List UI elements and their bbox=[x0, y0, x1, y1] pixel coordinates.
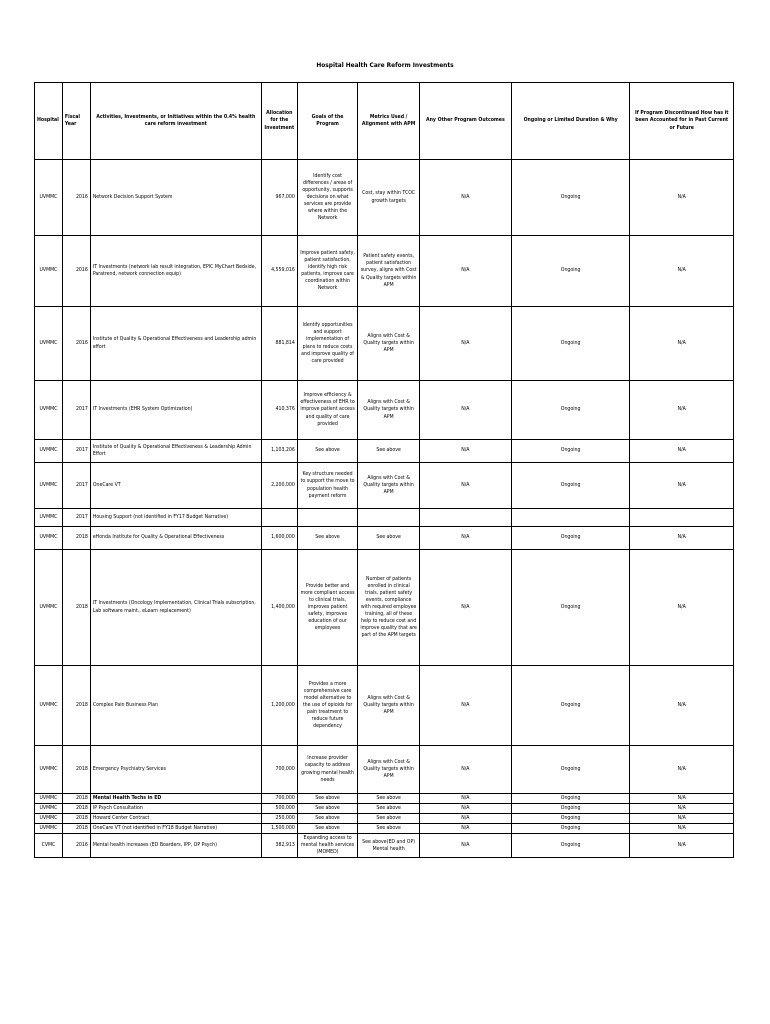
cell-discontinued: N/A bbox=[630, 307, 734, 381]
cell-goals: Identify cost differences / areas of opportunity, supports decisions on what services are provide where within the Network bbox=[297, 160, 357, 236]
table-row bbox=[35, 381, 734, 440]
cell-goals: See above bbox=[297, 814, 357, 824]
header-duration: Ongoing or Limited Duration & Why bbox=[511, 83, 630, 160]
cell-metrics: Cost, stay within TCOC growth targets bbox=[358, 160, 420, 236]
cell-discontinued: N/A bbox=[630, 824, 734, 834]
cell-fiscal-year: 2017 bbox=[62, 440, 90, 463]
cell-hospital: UVMMC bbox=[35, 794, 63, 804]
cell-duration: Ongoing bbox=[511, 834, 630, 858]
page-title: Hospital Health Care Reform Investments bbox=[316, 61, 454, 69]
cell-activity: Mental health increases (ED Boarders, IPP, OP Psych) bbox=[90, 834, 261, 858]
cell-hospital: UVMMC bbox=[35, 527, 63, 550]
cell-outcomes: N/A bbox=[419, 236, 511, 307]
cell-goals: Provides a more comprehensive care model alternative to the use of opioids for pain treatment to reduce future dependency bbox=[297, 666, 357, 746]
cell-fiscal-year: 2018 bbox=[62, 794, 90, 804]
cell-outcomes: N/A bbox=[419, 814, 511, 824]
cell-goals: See above bbox=[297, 794, 357, 804]
cell-goals: Improve efficiency & effectiveness of EHR to improve patient access and quality of care provided bbox=[297, 381, 357, 440]
cell-outcomes: N/A bbox=[419, 440, 511, 463]
cell-allocation: 1,103,206 bbox=[261, 440, 297, 463]
cell-fiscal-year: 2016 bbox=[62, 160, 90, 236]
table-body bbox=[35, 160, 734, 858]
cell-duration bbox=[511, 509, 630, 527]
cell-activity: Housing Support (not identified in FY17 Budget Narrative) bbox=[90, 509, 261, 527]
cell-hospital: UVMMC bbox=[35, 804, 63, 814]
cell-activity: Network Decision Support System bbox=[90, 160, 261, 236]
cell-hospital: UVMMC bbox=[35, 814, 63, 824]
cell-fiscal-year: 2016 bbox=[62, 307, 90, 381]
cell-goals bbox=[297, 509, 357, 527]
cell-hospital: UVMMC bbox=[35, 440, 63, 463]
cell-goals: See above bbox=[297, 527, 357, 550]
cell-hospital: UVMMC bbox=[35, 509, 63, 527]
cell-goals: Improve patient safety, patient satisfaction, identify high risk patients, improve care coordination within Network bbox=[297, 236, 357, 307]
cell-metrics: Aligns with Cost & Quality targets within APM bbox=[358, 746, 420, 794]
table-row bbox=[35, 160, 734, 236]
cell-outcomes bbox=[419, 509, 511, 527]
cell-goals: Increase provider capacity to address growing mental health needs bbox=[297, 746, 357, 794]
cell-duration: Ongoing bbox=[511, 463, 630, 509]
cell-fiscal-year: 2016 bbox=[62, 834, 90, 858]
cell-hospital: UVMMC bbox=[35, 160, 63, 236]
cell-hospital: UVMMC bbox=[35, 666, 63, 746]
cell-allocation: 410,376 bbox=[261, 381, 297, 440]
table-row bbox=[35, 746, 734, 794]
cell-outcomes: N/A bbox=[419, 307, 511, 381]
cell-outcomes: N/A bbox=[419, 794, 511, 804]
table-row bbox=[35, 509, 734, 527]
cell-duration: Ongoing bbox=[511, 236, 630, 307]
cell-goals: Key structure needed to support the move to population health payment reform bbox=[297, 463, 357, 509]
table-row bbox=[35, 463, 734, 509]
cell-outcomes: N/A bbox=[419, 824, 511, 834]
cell-allocation: 700,000 bbox=[261, 746, 297, 794]
cell-hospital: UVMMC bbox=[35, 307, 63, 381]
cell-allocation: 1,500,000 bbox=[261, 824, 297, 834]
cell-allocation: 500,000 bbox=[261, 804, 297, 814]
header-fiscal-year: Fiscal Year bbox=[62, 83, 90, 160]
cell-fiscal-year: 2018 bbox=[62, 804, 90, 814]
cell-fiscal-year: 2017 bbox=[62, 509, 90, 527]
cell-outcomes: N/A bbox=[419, 160, 511, 236]
cell-duration: Ongoing bbox=[511, 307, 630, 381]
cell-allocation: 700,000 bbox=[261, 794, 297, 804]
cell-goals: Identify opportunities and support implementation of plans to reduce costs and improve quality of care provided bbox=[297, 307, 357, 381]
cell-goals: See above bbox=[297, 440, 357, 463]
cell-allocation: 1,600,000 bbox=[261, 527, 297, 550]
header-outcomes: Any Other Program Outcomes bbox=[419, 83, 511, 160]
table-row bbox=[35, 794, 734, 804]
cell-hospital: UVMMC bbox=[35, 824, 63, 834]
cell-activity: Emergency Psychiatry Services bbox=[90, 746, 261, 794]
cell-fiscal-year: 2017 bbox=[62, 463, 90, 509]
cell-fiscal-year: 2017 bbox=[62, 381, 90, 440]
cell-activity: Institute of Quality & Operational Effectiveness and Leadership admin effort bbox=[90, 307, 261, 381]
cell-discontinued bbox=[630, 509, 734, 527]
table-row bbox=[35, 666, 734, 746]
cell-metrics: See above bbox=[358, 527, 420, 550]
cell-outcomes: N/A bbox=[419, 550, 511, 666]
cell-allocation: 2,200,000 bbox=[261, 463, 297, 509]
header-discontinued: If Program Discontinued How has it been Accounted for in Past Current or Future bbox=[630, 83, 734, 160]
cell-duration: Ongoing bbox=[511, 804, 630, 814]
table-row bbox=[35, 440, 734, 463]
cell-goals: See above bbox=[297, 804, 357, 814]
cell-metrics: Aligns with Cost & Quality targets within APM bbox=[358, 381, 420, 440]
header-row bbox=[35, 83, 734, 160]
cell-goals: Expanding access to mental health services (MOMED) bbox=[297, 834, 357, 858]
cell-duration: Ongoing bbox=[511, 794, 630, 804]
cell-metrics: See above(ED and OP) Mental health bbox=[358, 834, 420, 858]
cell-duration: Ongoing bbox=[511, 814, 630, 824]
cell-fiscal-year: 2018 bbox=[62, 814, 90, 824]
cell-hospital: UVMMC bbox=[35, 463, 63, 509]
cell-metrics: Aligns with Cost & Quality targets within APM bbox=[358, 307, 420, 381]
cell-activity: Institute of Quality & Operational Effectiveness & Leadership Admin Effort bbox=[90, 440, 261, 463]
header-hospital: Hospital bbox=[35, 83, 63, 160]
cell-hospital: UVMMC bbox=[35, 550, 63, 666]
cell-outcomes: N/A bbox=[419, 804, 511, 814]
header-activities: Activities, Investments, or Initiatives within the 0.4% health care reform investment bbox=[90, 83, 261, 160]
cell-duration: Ongoing bbox=[511, 550, 630, 666]
cell-discontinued: N/A bbox=[630, 440, 734, 463]
cell-duration: Ongoing bbox=[511, 666, 630, 746]
cell-outcomes: N/A bbox=[419, 666, 511, 746]
investments-table bbox=[34, 82, 734, 858]
cell-hospital: CVMC bbox=[35, 834, 63, 858]
cell-discontinued: N/A bbox=[630, 814, 734, 824]
cell-metrics bbox=[358, 509, 420, 527]
cell-discontinued: N/A bbox=[630, 381, 734, 440]
cell-goals: See above bbox=[297, 824, 357, 834]
cell-allocation: 1,400,000 bbox=[261, 550, 297, 666]
cell-activity: IT Investments (network lab result integration, EPIC MyChart Bedside, Paratrend, network connection equip) bbox=[90, 236, 261, 307]
cell-activity: Complex Pain Business Plan bbox=[90, 666, 261, 746]
cell-duration: Ongoing bbox=[511, 746, 630, 794]
cell-fiscal-year: 2018 bbox=[62, 666, 90, 746]
table-row bbox=[35, 804, 734, 814]
cell-duration: Ongoing bbox=[511, 824, 630, 834]
cell-discontinued: N/A bbox=[630, 746, 734, 794]
cell-discontinued: N/A bbox=[630, 666, 734, 746]
cell-activity: IT Investments (EHR System Optimization) bbox=[90, 381, 261, 440]
cell-hospital: UVMMC bbox=[35, 746, 63, 794]
header-goals: Goals of the Program bbox=[297, 83, 357, 160]
cell-activity: Howard Center Contract bbox=[90, 814, 261, 824]
cell-discontinued: N/A bbox=[630, 236, 734, 307]
cell-activity: OneCare VT (not identified in FY18 Budget Narrative) bbox=[90, 824, 261, 834]
cell-allocation: 4,559,016 bbox=[261, 236, 297, 307]
cell-discontinued: N/A bbox=[630, 550, 734, 666]
cell-duration: Ongoing bbox=[511, 160, 630, 236]
cell-fiscal-year: 2018 bbox=[62, 746, 90, 794]
cell-hospital: UVMMC bbox=[35, 236, 63, 307]
cell-metrics: See above bbox=[358, 794, 420, 804]
cell-activity: OneCare VT bbox=[90, 463, 261, 509]
table-row bbox=[35, 550, 734, 666]
cell-fiscal-year: 2018 bbox=[62, 527, 90, 550]
cell-fiscal-year: 2018 bbox=[62, 824, 90, 834]
table-row bbox=[35, 527, 734, 550]
table-row bbox=[35, 307, 734, 381]
cell-metrics: See above bbox=[358, 440, 420, 463]
table-row bbox=[35, 824, 734, 834]
cell-activity: IP Psych Consultation bbox=[90, 804, 261, 814]
header-metrics: Metrics Used / Alignment with APM bbox=[358, 83, 420, 160]
cell-discontinued: N/A bbox=[630, 834, 734, 858]
table-row bbox=[35, 834, 734, 858]
cell-discontinued: N/A bbox=[630, 463, 734, 509]
cell-discontinued: N/A bbox=[630, 794, 734, 804]
table-row bbox=[35, 236, 734, 307]
cell-metrics: Number of patients enrolled in clinical trials, patient safety events, compliance with required employee training, all of these help to reduce cost and improve quality that are part of the APM targets bbox=[358, 550, 420, 666]
cell-activity: eHonda Institute for Quality & Operational Effectiveness bbox=[90, 527, 261, 550]
cell-outcomes: N/A bbox=[419, 834, 511, 858]
cell-allocation: 881,814 bbox=[261, 307, 297, 381]
cell-discontinued: N/A bbox=[630, 160, 734, 236]
cell-activity: IT Investments (Oncology Implementation, Clinical Trials subscription, Lab software maint., eLearn replacement) bbox=[90, 550, 261, 666]
cell-hospital: UVMMC bbox=[35, 381, 63, 440]
cell-metrics: See above bbox=[358, 814, 420, 824]
cell-allocation: 967,000 bbox=[261, 160, 297, 236]
cell-duration: Ongoing bbox=[511, 381, 630, 440]
cell-duration: Ongoing bbox=[511, 440, 630, 463]
cell-allocation: 382,913 bbox=[261, 834, 297, 858]
cell-outcomes: N/A bbox=[419, 527, 511, 550]
cell-allocation: 1,200,000 bbox=[261, 666, 297, 746]
cell-activity: Mental Health Techs in ED bbox=[90, 794, 261, 804]
cell-fiscal-year: 2016 bbox=[62, 236, 90, 307]
cell-metrics: See above bbox=[358, 824, 420, 834]
cell-outcomes: N/A bbox=[419, 463, 511, 509]
cell-metrics: Aligns with Cost & Quality targets within APM bbox=[358, 666, 420, 746]
cell-allocation bbox=[261, 509, 297, 527]
header-allocation: Allocation for the Investment bbox=[261, 83, 297, 160]
cell-metrics: Patient safety events, patient satisfaction survey, aligns with Cost & Quality targets within APM bbox=[358, 236, 420, 307]
cell-outcomes: N/A bbox=[419, 381, 511, 440]
cell-metrics: Aligns with Cost & Quality targets within APM bbox=[358, 463, 420, 509]
cell-metrics: See above bbox=[358, 804, 420, 814]
cell-allocation: 250,000 bbox=[261, 814, 297, 824]
cell-fiscal-year: 2018 bbox=[62, 550, 90, 666]
cell-duration: Ongoing bbox=[511, 527, 630, 550]
table-row bbox=[35, 814, 734, 824]
cell-discontinued: N/A bbox=[630, 527, 734, 550]
cell-goals: Provide better and more compliant access to clinical trials, improves patient safety, improves education of our employees bbox=[297, 550, 357, 666]
cell-outcomes: N/A bbox=[419, 746, 511, 794]
cell-discontinued: N/A bbox=[630, 804, 734, 814]
